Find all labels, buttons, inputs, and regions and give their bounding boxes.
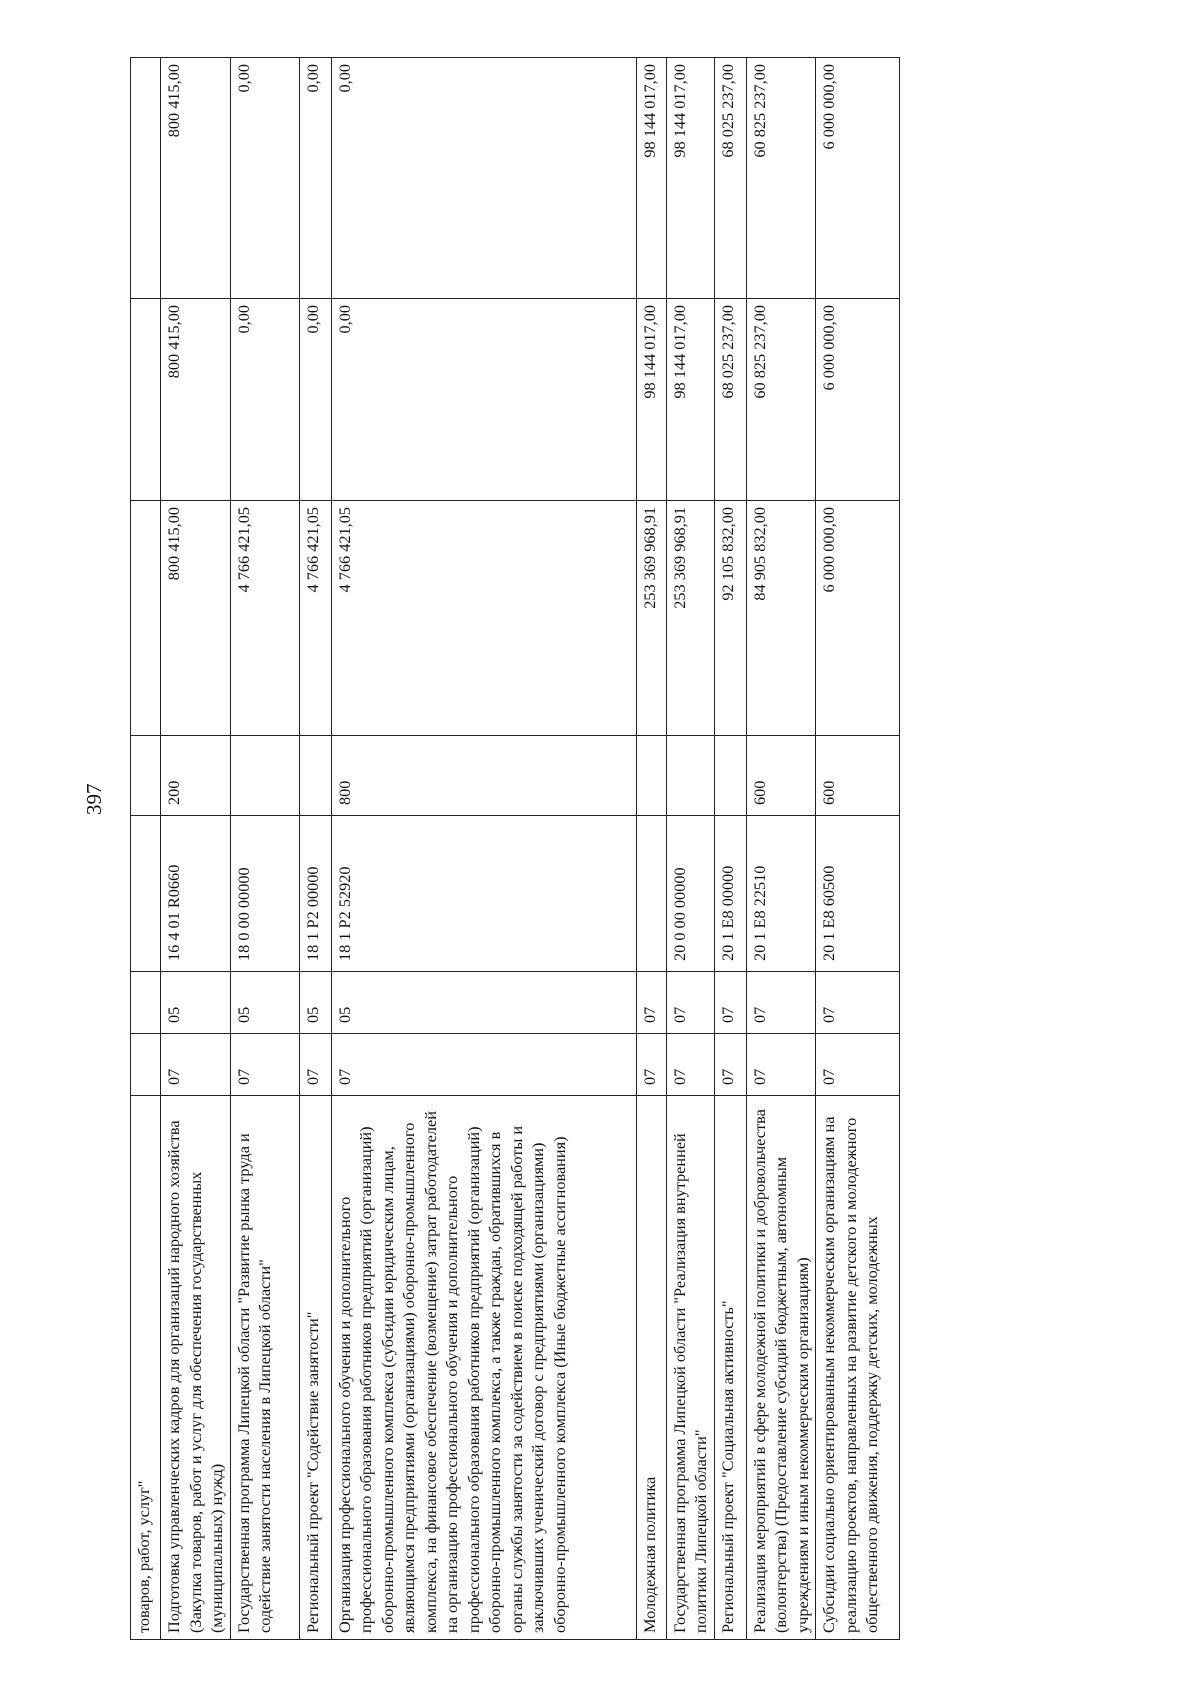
rotated-table-wrapper bbox=[130, 58, 881, 1640]
cell-amt1: 4 766 421,05 bbox=[331, 501, 636, 736]
cell-name: Государственная программа Липецкой области "Развитие рынка труда и содействие занятости населения в Липецкой области" bbox=[230, 1096, 299, 1640]
cell-name: Государственная программа Липецкой области "Реализация внутренней политики Липецкой области" bbox=[666, 1096, 714, 1640]
cell-csr: 18 1 P2 00000 bbox=[299, 816, 331, 972]
cell-amt2: 800 415,00 bbox=[161, 299, 231, 501]
cell-csr bbox=[636, 816, 666, 972]
table-row bbox=[161, 58, 231, 1640]
cell-amt3 bbox=[131, 58, 161, 299]
table-row bbox=[230, 58, 299, 1640]
cell-amt1: 4 766 421,05 bbox=[299, 501, 331, 736]
cell-amt1: 800 415,00 bbox=[161, 501, 231, 736]
cell-vr bbox=[131, 736, 161, 816]
table-row bbox=[816, 58, 900, 1640]
cell-amt1: 4 766 421,05 bbox=[230, 501, 299, 736]
cell-amt3: 800 415,00 bbox=[161, 58, 231, 299]
cell-sub: 05 bbox=[230, 972, 299, 1034]
cell-sec: 07 bbox=[714, 1034, 746, 1096]
cell-name: Региональный проект "Содействие занятости" bbox=[299, 1096, 331, 1640]
cell-amt2: 0,00 bbox=[230, 299, 299, 501]
cell-name: Молодежная политика bbox=[636, 1096, 666, 1640]
table-row bbox=[299, 58, 331, 1640]
cell-amt1: 92 105 832,00 bbox=[714, 501, 746, 736]
cell-name: Организация профессионального обучения и дополнительного профессионального образования работников предприятий (организаций) оборонно-промышленного комплекса (субсидии юридическим лицам, являющимся предприятиями (организациями) оборонно-промышленного комплекса, на финансовое обеспечение (возмещение) затрат работодателей на организацию профессионального обучения и дополнительного профессионального образования работников предприятий (организаций) оборонно-промышленного комплекса, а также граждан, обратившихся в органы службы занятости за содействием в поиске подходящей работы и заключивших ученический договор с предприятиями (организациями) оборонно-промышленного комплекса (Иные бюджетные ассигнования) bbox=[331, 1096, 636, 1640]
cell-sub: 07 bbox=[816, 972, 900, 1034]
cell-sec: 07 bbox=[161, 1034, 231, 1096]
cell-amt3: 0,00 bbox=[331, 58, 636, 299]
cell-amt1: 84 905 832,00 bbox=[746, 501, 816, 736]
cell-vr bbox=[636, 736, 666, 816]
cell-vr bbox=[714, 736, 746, 816]
table-row bbox=[131, 58, 161, 1640]
cell-sub: 05 bbox=[299, 972, 331, 1034]
cell-amt2 bbox=[131, 299, 161, 501]
cell-sec: 07 bbox=[666, 1034, 714, 1096]
table-row bbox=[331, 58, 636, 1640]
cell-sec: 07 bbox=[331, 1034, 636, 1096]
cell-amt3: 98 144 017,00 bbox=[666, 58, 714, 299]
cell-name: Реализация мероприятий в сфере молодежной политики и добровольчества (волонтерства) (Предоставление субсидий бюджетным, автономным учреждениям и иным некоммерческим организациям) bbox=[746, 1096, 816, 1640]
cell-sec bbox=[131, 1034, 161, 1096]
cell-amt3: 98 144 017,00 bbox=[636, 58, 666, 299]
cell-sub bbox=[131, 972, 161, 1034]
cell-amt3: 60 825 237,00 bbox=[746, 58, 816, 299]
cell-amt3: 0,00 bbox=[299, 58, 331, 299]
cell-amt1 bbox=[131, 501, 161, 736]
table-body bbox=[131, 58, 900, 1640]
cell-sec: 07 bbox=[816, 1034, 900, 1096]
cell-amt2: 98 144 017,00 bbox=[666, 299, 714, 501]
cell-sub: 05 bbox=[161, 972, 231, 1034]
cell-name: Подготовка управленческих кадров для организаций народного хозяйства (Закупка товаров, работ и услуг для обеспечения государственных (муниципальных) нужд) bbox=[161, 1096, 231, 1640]
cell-amt3: 68 025 237,00 bbox=[714, 58, 746, 299]
cell-csr: 18 1 P2 52920 bbox=[331, 816, 636, 972]
table-row bbox=[746, 58, 816, 1640]
cell-sub: 07 bbox=[714, 972, 746, 1034]
cell-amt1: 253 369 968,91 bbox=[666, 501, 714, 736]
cell-csr: 20 1 E8 60500 bbox=[816, 816, 900, 972]
cell-vr: 600 bbox=[816, 736, 900, 816]
cell-vr bbox=[666, 736, 714, 816]
cell-csr: 16 4 01 R0660 bbox=[161, 816, 231, 972]
cell-csr: 20 0 00 00000 bbox=[666, 816, 714, 972]
table-row bbox=[666, 58, 714, 1640]
cell-sec: 07 bbox=[230, 1034, 299, 1096]
cell-vr: 800 bbox=[331, 736, 636, 816]
cell-amt3: 6 000 000,00 bbox=[816, 58, 900, 299]
cell-amt2: 0,00 bbox=[331, 299, 636, 501]
table-row bbox=[636, 58, 666, 1640]
cell-amt1: 6 000 000,00 bbox=[816, 501, 900, 736]
table-row bbox=[714, 58, 746, 1640]
cell-amt2: 6 000 000,00 bbox=[816, 299, 900, 501]
cell-amt2: 60 825 237,00 bbox=[746, 299, 816, 501]
cell-name: товаров, работ, услуг" bbox=[131, 1096, 161, 1640]
cell-sec: 07 bbox=[636, 1034, 666, 1096]
cell-amt1: 253 369 968,91 bbox=[636, 501, 666, 736]
cell-vr bbox=[230, 736, 299, 816]
cell-csr: 20 1 E8 22510 bbox=[746, 816, 816, 972]
cell-amt2: 0,00 bbox=[299, 299, 331, 501]
cell-sub: 07 bbox=[666, 972, 714, 1034]
cell-sec: 07 bbox=[299, 1034, 331, 1096]
cell-vr: 200 bbox=[161, 736, 231, 816]
cell-sub: 05 bbox=[331, 972, 636, 1034]
cell-amt3: 0,00 bbox=[230, 58, 299, 299]
cell-name: Региональный проект "Социальная активность" bbox=[714, 1096, 746, 1640]
cell-amt2: 98 144 017,00 bbox=[636, 299, 666, 501]
cell-sub: 07 bbox=[636, 972, 666, 1034]
cell-sec: 07 bbox=[746, 1034, 816, 1096]
page-number: 397 bbox=[82, 783, 106, 815]
cell-name: Субсидии социально ориентированным некоммерческим организациям на реализацию проектов, направленных на развитие детского и молодежного общественного движения, поддержку детских, молодежных bbox=[816, 1096, 900, 1640]
cell-sub: 07 bbox=[746, 972, 816, 1034]
cell-amt2: 68 025 237,00 bbox=[714, 299, 746, 501]
budget-table bbox=[130, 57, 900, 1640]
cell-csr: 20 1 E8 00000 bbox=[714, 816, 746, 972]
cell-vr bbox=[299, 736, 331, 816]
cell-csr bbox=[131, 816, 161, 972]
cell-csr: 18 0 00 00000 bbox=[230, 816, 299, 972]
cell-vr: 600 bbox=[746, 736, 816, 816]
